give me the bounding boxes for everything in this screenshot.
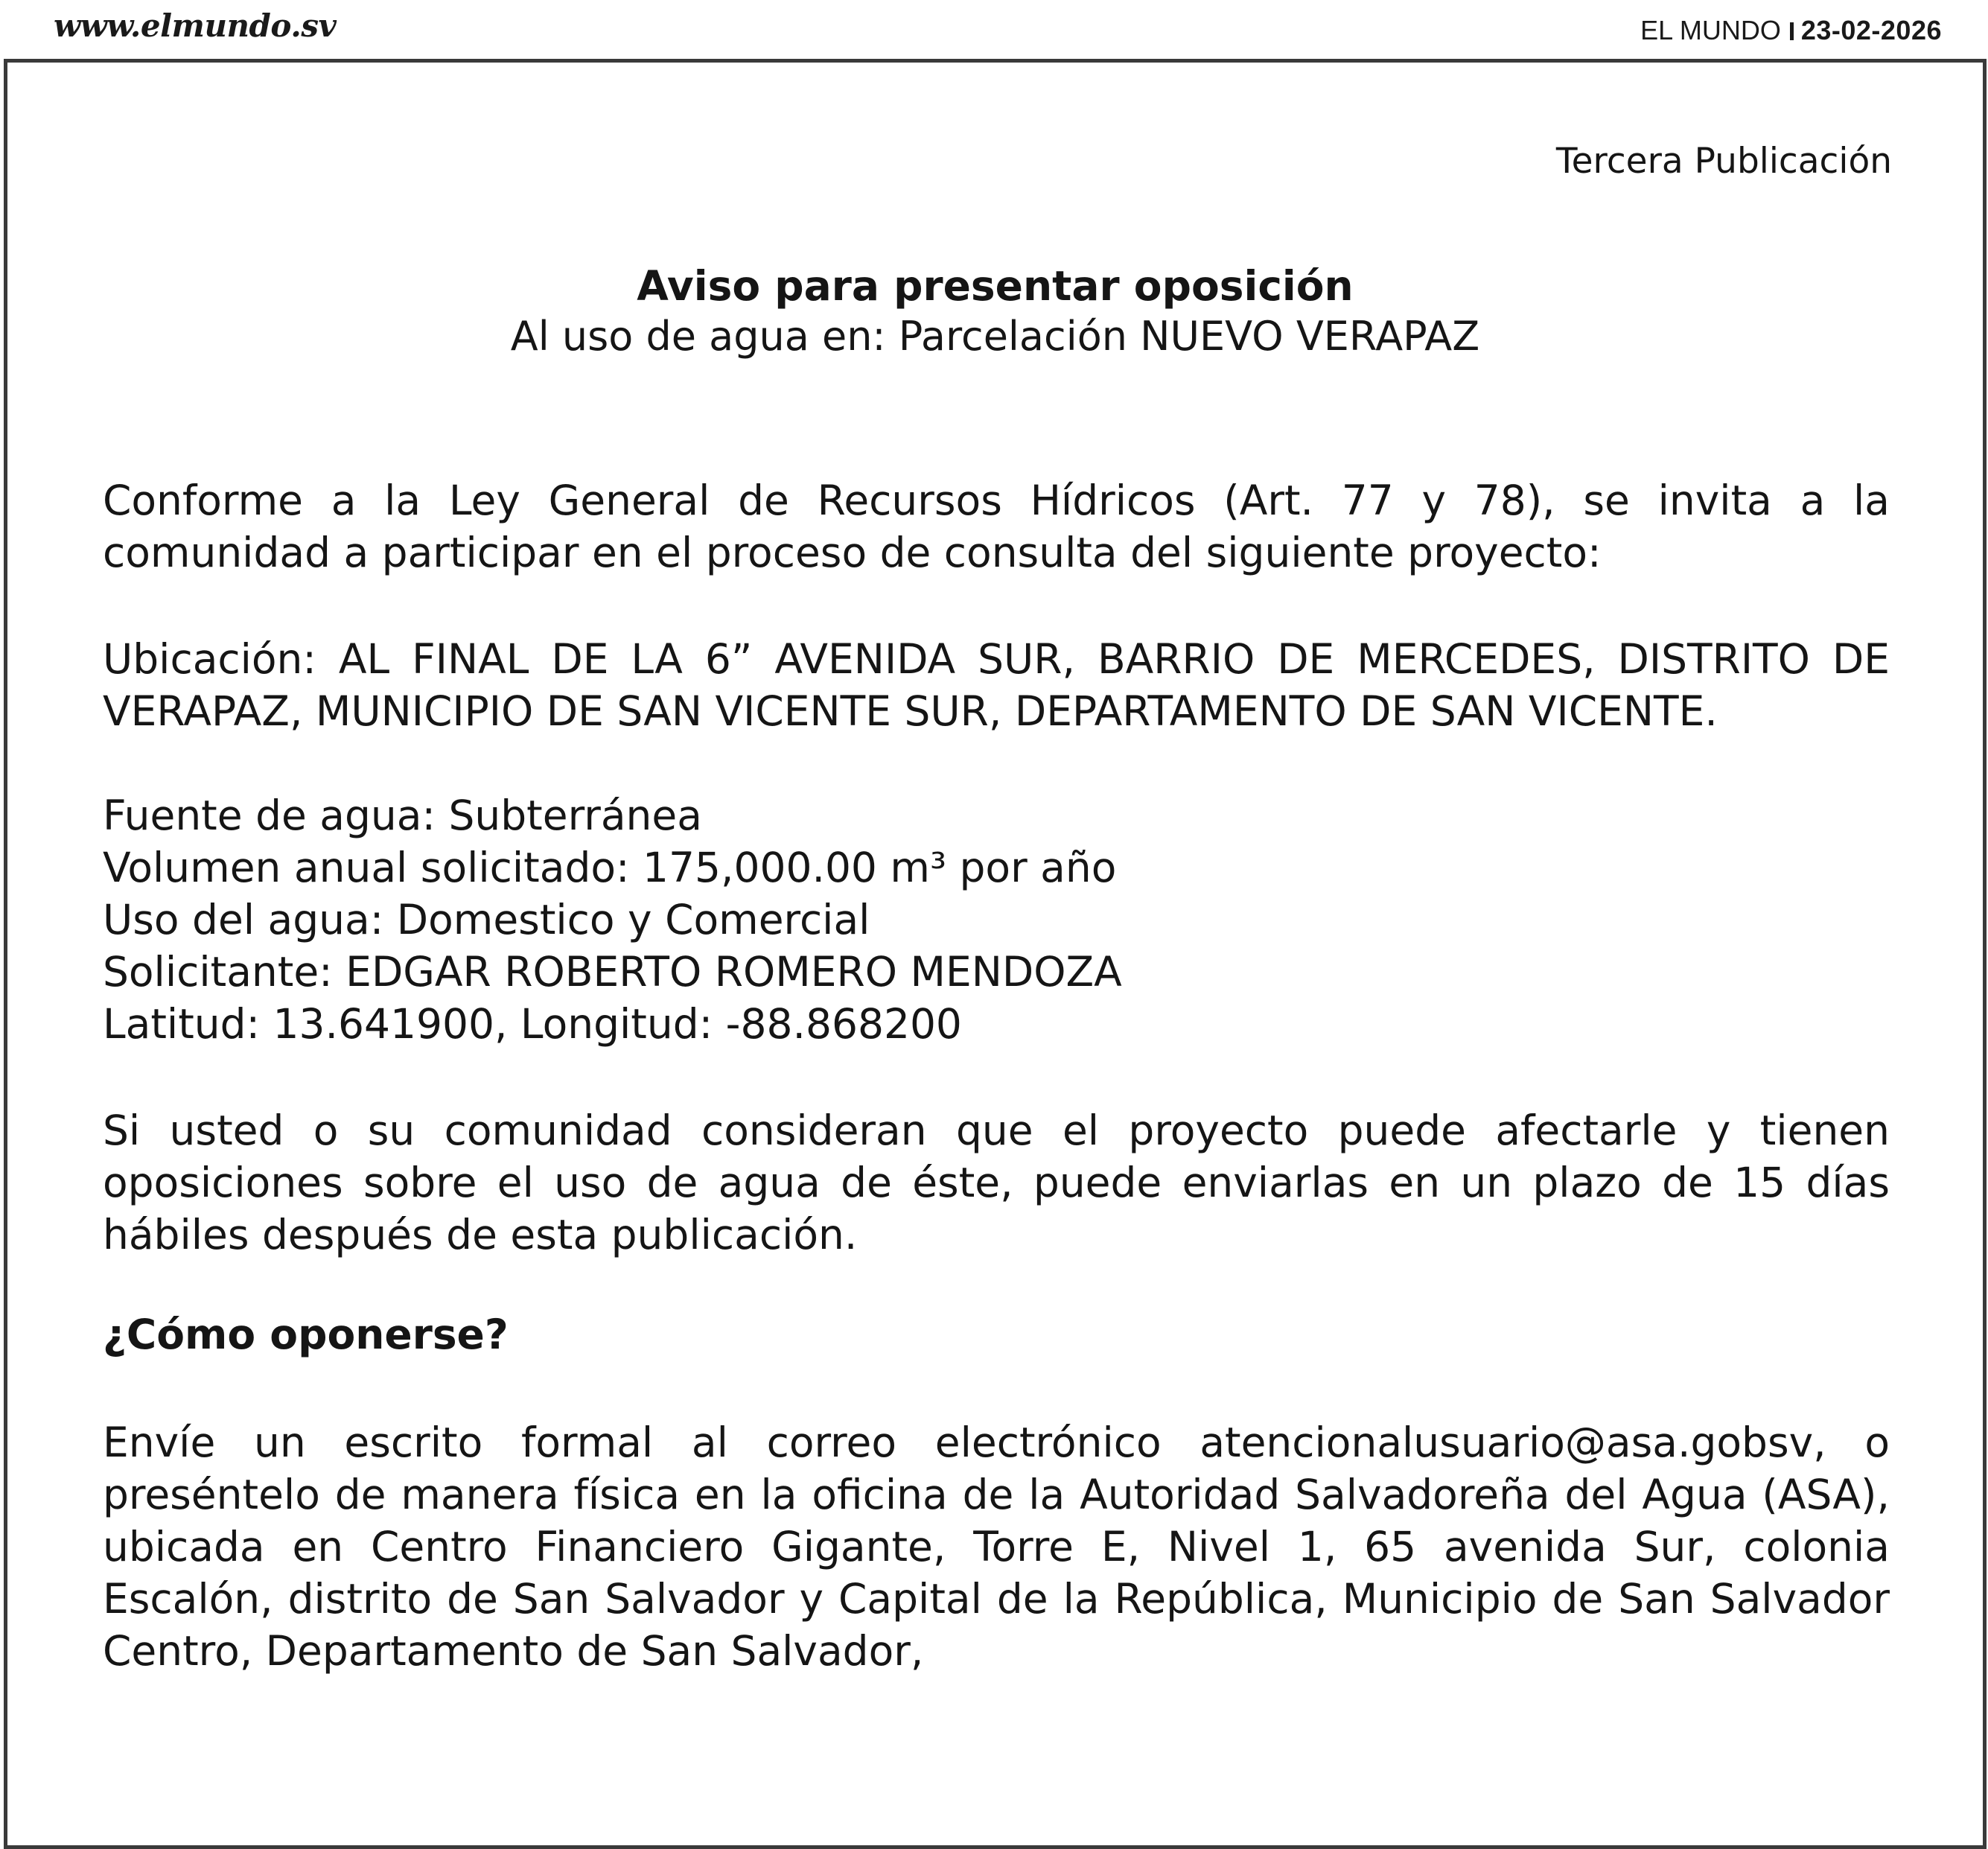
notice-box [4,59,1987,1849]
coordinates: Latitud: 13.641900, Longitud: -88.868200 [103,1000,962,1048]
publication-number: Tercera Publicación [1555,141,1892,182]
water-source: Fuente de agua: Subterránea [103,792,702,839]
notice-title: Aviso para presentar oposición [637,262,1354,310]
intro-paragraph: Conforme a la Ley General de Recursos Hídricos (Art. 77 y 78), se invita a la comunidad a participar en el proceso de consulta del siguiente proyecto: [103,477,1890,576]
separator-bar [1790,22,1794,40]
edition-date: 23-02-2026 [1800,15,1942,45]
how-to-oppose-heading: ¿Cómo oponerse? [103,1311,509,1358]
edition-info [1640,15,1942,46]
annual-volume: Volumen anual solicitado: 175,000.00 m³ por año [103,844,1117,891]
notice-subtitle: Al uso de agua en: Parcelación NUEVO VERAPAZ [510,313,1480,360]
how-to-oppose-paragraph: Envíe un escrito formal al correo electrónico atencionalusuario@asa.gobsv, o preséntelo de manera física en la oficina de la Autoridad Salvadoreña del Agua (ASA), ubicada en Centro Financiero Gigante, Torre E, Nivel 1, 65 avenida Sur, colonia Escalón, distrito de San Salvador y Capital de la República, Municipio de San Salvador Centro, Departamento de San Salvador, [103,1419,1890,1675]
newspaper-name: EL MUNDO [1640,15,1781,45]
applicant: Solicitante: EDGAR ROBERTO ROMERO MENDOZA [103,948,1122,996]
masthead [0,0,1988,57]
opposition-paragraph: Si usted o su comunidad consideran que el proyecto puede afectarle y tienen oposiciones sobre el uso de agua de éste, puede enviarlas en un plazo de 15 días hábiles después de esta publicación. [103,1107,1890,1258]
site-url: www.elmundo.sv [54,7,337,44]
location-paragraph: Ubicación: AL FINAL DE LA 6” AVENIDA SUR, BARRIO DE MERCEDES, DISTRITO DE VERAPAZ, MUNICIPIO DE SAN VICENTE SUR, DEPARTAMENTO DE SAN VICENTE. [103,635,1890,735]
project-details [103,789,1890,1050]
water-use: Uso del agua: Domestico y Comercial [103,896,870,943]
